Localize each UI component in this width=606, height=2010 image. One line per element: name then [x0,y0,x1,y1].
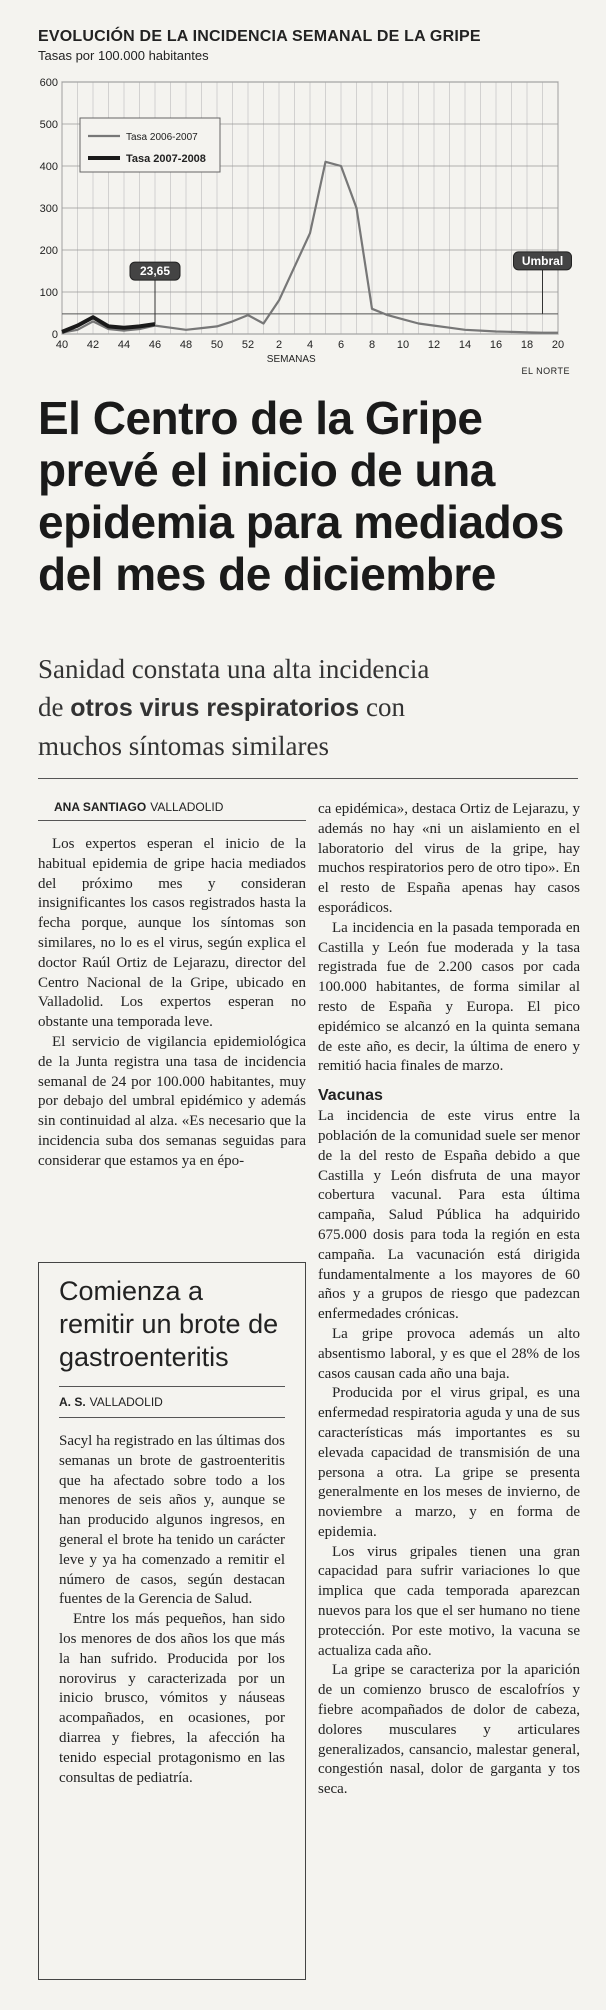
sidebar-byline-place: VALLADOLID [89,1395,163,1409]
byline-author: ANA SANTIAGO [54,800,147,814]
divider [38,820,306,821]
paragraph: Entre los más pequeños, han sido los menores de dos años los que más la han sufrido. Producida por los norovirus y caracterizada por un inicio brusco, vómitos y náuseas acompañados, en ocasiones, por diarrea y fiebres, la afección ha tenido especial protagonismo en las consultas de pediatría. [59,1611,285,1786]
paragraph: Sacyl ha registrado en las últimas dos semanas un brote de gastroenteritis que ha afectado sobre todo a los menores de seis años y, aunque se han producido algunos ingresos, en general el brote ha tenido un carácter leve y ya ha comenzado a remitir el número de casos, según destacan fuentes de la Gerencia de Salud. [59,1433,285,1608]
x-tick-label: 44 [117,339,131,351]
annotation-label: 23,65 [139,264,171,279]
x-tick-label: 2 [275,339,283,351]
x-tick-label: 6 [337,339,345,351]
headline-line: epidemia para mediados [38,496,564,548]
subhead-line: muchos síntomas similares [38,731,329,761]
subhead-line: con [359,692,405,722]
x-tick-label: 14 [458,339,472,351]
paragraph: Los expertos esperan el inicio de la habitual epidemia de gripe hacia mediados del próximo mes y consideran insignificantes los casos registrados hasta la fecha porque, aunque los síntomas son similares, no lo es el virus, según explica el doctor Raúl Ortiz de Lejarazu, director del Centro Nacional de la Gripe, ubicado en Valladolid. Los expertos esperan no obstante una temporada leve. [38,836,306,1031]
divider [38,778,578,779]
paragraph: Los virus gripales tienen una gran capacidad para sufrir variaciones lo que implica que cada temporada aparezcan nuevos para los que el ser humano no tiene protección. Por este motivo, la vacuna se actualiza cada año. [318,1543,580,1659]
y-tick-label: 600 [39,77,58,89]
x-tick-label: 46 [148,339,162,351]
divider [59,1417,285,1418]
paragraph: El servicio de vigilancia epidemiológica de la Junta registra una tasa de incidencia semanal de 24 por 100.000 habitantes, muy por debajo del umbral epidémico y además sin continuidad al alza. «Es necesario que la incidencia suba dos semanas seguidas para considerar que estamos ya en épo- [38,1033,306,1169]
flu-incidence-chart [38,28,578,388]
paragraph: La gripe provoca además un alto absentismo laboral, y es que el 28% de los casos causan cada año una baja. [318,1325,580,1382]
article-column-left [38,800,306,1172]
paragraph: La incidencia de este virus entre la población de la comunidad suele ser menor de la del resto de España debido a que Castilla y León disfruta de una mayor cobertura vacunal. Para esta última campaña, Salud Pública ha adquirido 675.000 dosis para toda la región en esta campaña. La vacunación está dirigida fundamentalmente a los mayores de 60 años y a grupos de riesgo que padezcan enfermedades crónicas. [318,1108,580,1323]
headline-line: prevé el inicio de una [38,444,495,496]
paragraph: La gripe se caracteriza por la aparición de un comienzo brusco de escalofríos y fiebre acompañados de dolor de cabeza, dolores musculares y articulares generalizados, cansancio, malestar general, congestión nasal, dolor de garganta y tos seca. [318,1662,580,1798]
y-tick-label: 400 [39,161,58,173]
subhead-line: de [38,692,71,722]
x-axis-label: SEMANAS [266,354,316,365]
chart-source: EL NORTE [521,366,570,376]
x-tick-label: 50 [210,339,224,351]
chart-title: EVOLUCIÓN DE LA INCIDENCIA SEMANAL DE LA GRIPE [38,28,481,45]
x-tick-label: 48 [179,339,193,351]
byline [54,800,306,814]
x-tick-label: 20 [551,339,565,351]
sidebar-byline-author: A. S. [59,1395,86,1409]
paragraph: La incidencia en la pasada temporada en Castilla y León fue moderada y la tasa registrada fue de 2.200 casos por cada 100.000 habitantes, de forma similar al resto de España y Europa. El pico epidémico se alcanzó en la quinta semana de este año, es decir, la última de enero y remitió hacia finales de marzo. [318,919,580,1075]
divider [59,1386,285,1387]
byline-place: VALLADOLID [150,800,224,814]
chart-subtitle: Tasas por 100.000 habitantes [38,48,209,63]
x-tick-label: 8 [368,339,376,351]
sidebar-title: Comienza a remitir un brote de gastroenteritis [59,1276,279,1372]
y-tick-label: 500 [39,119,58,131]
headline-line: El Centro de la Gripe [38,392,483,444]
headline-line: del mes de diciembre [38,548,496,600]
section-subtitle: Vacunas [318,1087,383,1105]
legend-label: Tasa 2006-2007 [126,132,198,143]
paragraph: Producida por el virus gripal, es una enfermedad respiratoria aguda y una de sus características más importantes es su elevada capacidad de transmisión de una persona a otra. La gripe se presenta generalmente en los meses de invierno, de noviembre a marzo, y en forma de epidemia. [318,1385,580,1540]
subhead-bold: otros virus respiratorios [70,694,360,722]
sidebar-box [38,1262,306,1980]
subheadline [38,650,578,765]
chart-plot [38,76,578,366]
x-tick-label: 4 [306,339,314,351]
x-tick-label: 18 [520,339,534,351]
y-tick-label: 300 [39,203,58,215]
x-tick-label: 40 [55,339,69,351]
annotation-label: Umbral [521,253,564,268]
x-tick-label: 12 [427,339,441,351]
sidebar-byline [59,1395,305,1409]
legend-label: Tasa 2007-2008 [126,153,206,165]
y-tick-label: 200 [39,245,58,257]
x-tick-label: 52 [241,339,255,351]
y-tick-label: 0 [51,329,58,341]
sidebar-body [59,1432,285,1788]
x-tick-label: 10 [396,339,410,351]
subhead-line: Sanidad constata una alta incidencia [38,654,430,684]
x-tick-label: 42 [86,339,100,351]
paragraph: ca epidémica», destaca Ortiz de Lejarazu, y además no hay «ni un aislamiento en el laboratorio del virus de la gripe, hay muchos respiratorios pero de otro tipo». En el resto de España apenas hay casos esporádicos. [318,801,580,916]
x-tick-label: 16 [489,339,503,351]
y-tick-label: 100 [39,287,58,299]
headline [38,392,588,600]
article-column-right [318,800,580,1800]
